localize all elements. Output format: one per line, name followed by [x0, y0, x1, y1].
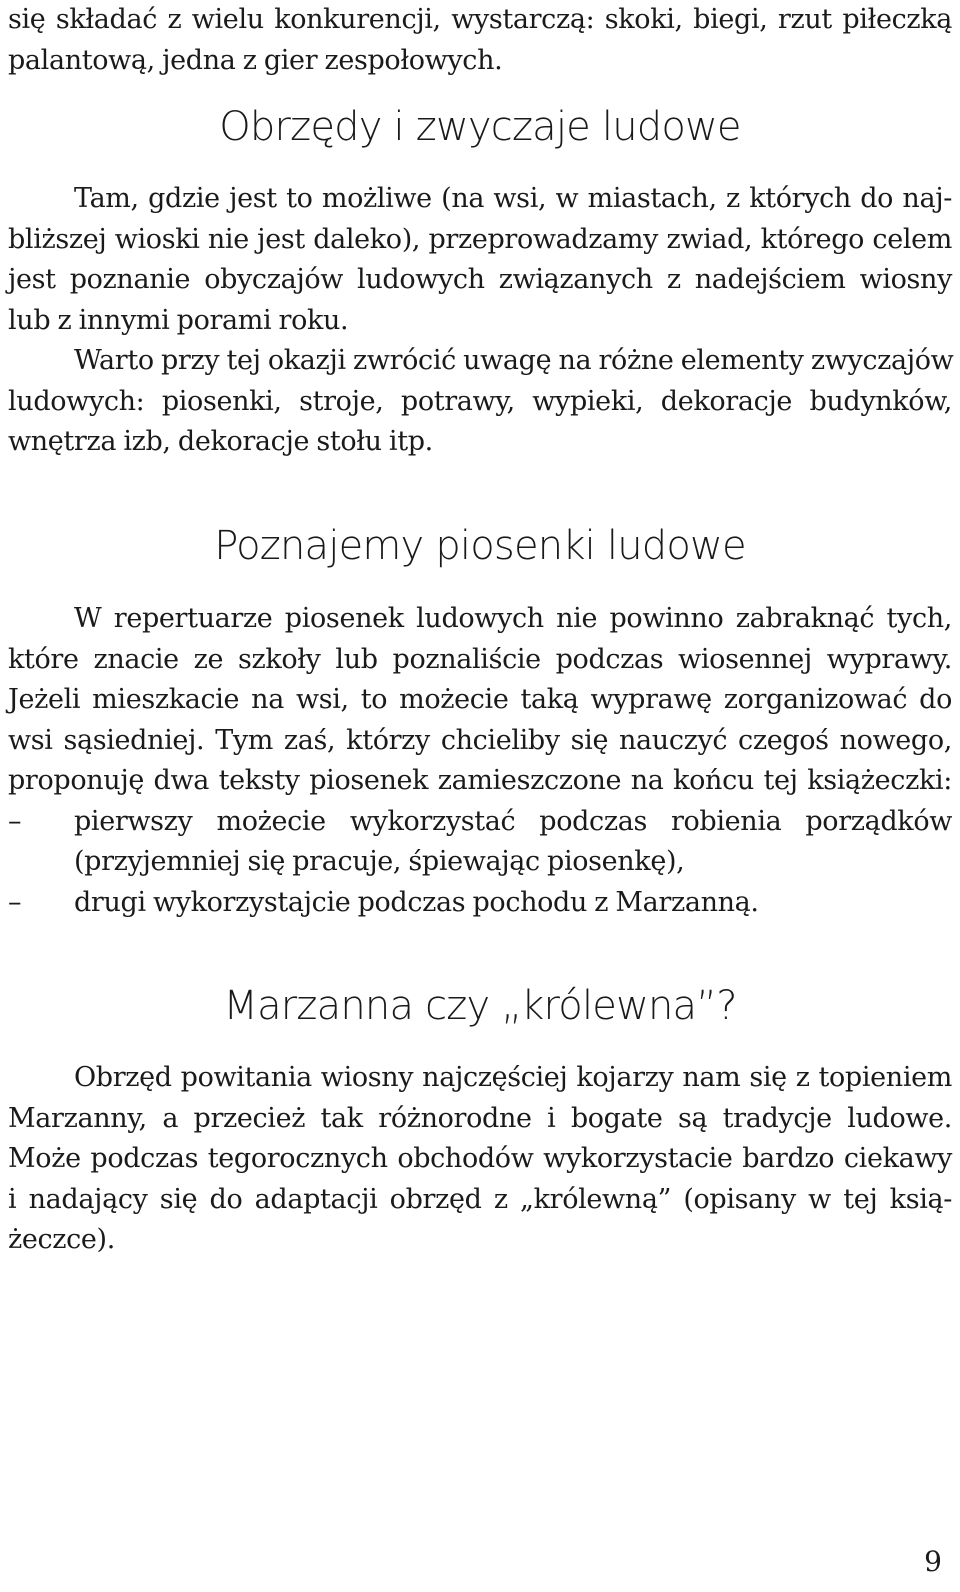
dash-bullet: – — [8, 805, 22, 837]
text-line: Marzanny, a przecież tak różnorodne i bogate są tradycje ludowe. — [8, 1102, 952, 1134]
text-line: ludowych: piosenki, stroje, potrawy, wypieki, dekoracje budynków, — [8, 385, 952, 417]
text-line: wnętrza izb, dekoracje stołu itp. — [8, 426, 433, 457]
text-line: się składać z wielu konkurencji, wystarczą: skoki, biegi, rzut piłeczką — [8, 4, 952, 35]
text-line: proponuję dwa teksty piosenek zamieszczone na końcu tej książeczki: — [8, 765, 952, 796]
section-heading-marzanna: Marzanna czy „królewna”? — [223, 983, 737, 1029]
section-3-paragraph — [8, 1058, 952, 1261]
dash-bullet: – — [8, 886, 22, 918]
text-line: W repertuarze piosenek ludowych nie powinno zabraknąć tych, — [74, 603, 952, 634]
text-line: Jeżeli mieszkacie na wsi, to możecie taką wyprawę zorganizować do — [8, 684, 952, 715]
section-heading-obrzedy: Obrzędy i zwyczaje ludowe — [219, 104, 741, 150]
text-line: palantową, jedna z gier zespołowych. — [8, 44, 503, 76]
text-line: bliższej wioski nie jest daleko), przeprowadzamy zwiad, którego celem — [8, 223, 952, 255]
section-2-paragraph — [8, 599, 952, 923]
section-1-paragraph-2 — [8, 341, 952, 463]
page-number: 9 — [924, 1545, 942, 1578]
intro-paragraph — [8, 0, 952, 81]
list-item — [8, 883, 952, 924]
text-line: lub z innymi porami roku. — [8, 304, 349, 336]
list-item — [8, 802, 952, 843]
list-item-continuation — [8, 842, 952, 883]
text-line: Może podczas tegorocznych obchodów wykorzystacie bardzo ciekawy — [8, 1143, 952, 1174]
text-line: Warto przy tej okazji zwrócić uwagę na różne elementy zwyczajów — [74, 345, 954, 376]
list-item-text: drugi wykorzystajcie podczas pochodu z Marzanną. — [74, 886, 759, 918]
section-heading-piosenki: Poznajemy piosenki ludowe — [214, 523, 746, 569]
text-line: wsi sąsiedniej. Tym zaś, którzy chcieliby się nauczyć czegoś nowego, — [8, 724, 952, 756]
text-line: Obrzęd powitania wiosny najczęściej kojarzy nam się z topieniem — [74, 1062, 952, 1093]
text-line: które znacie ze szkoły lub poznaliście podczas wiosennej wyprawy. — [8, 643, 952, 675]
section-1-paragraph-1 — [8, 179, 952, 341]
text-line: i nadający się do adaptacji obrzęd z „królewną” (opisany w tej ksią- — [8, 1183, 952, 1215]
list-item-text: (przyjemniej się pracuje, śpiewając piosenkę), — [74, 846, 685, 877]
text-line: Tam, gdzie jest to możliwe (na wsi, w miastach, z których do naj- — [74, 183, 952, 214]
text-line: żeczce). — [8, 1224, 115, 1255]
text-line: jest poznanie obyczajów ludowych związanych z nadejściem wiosny — [8, 264, 952, 295]
list-item-text: pierwszy możecie wykorzystać podczas robienia porządków — [74, 805, 952, 837]
